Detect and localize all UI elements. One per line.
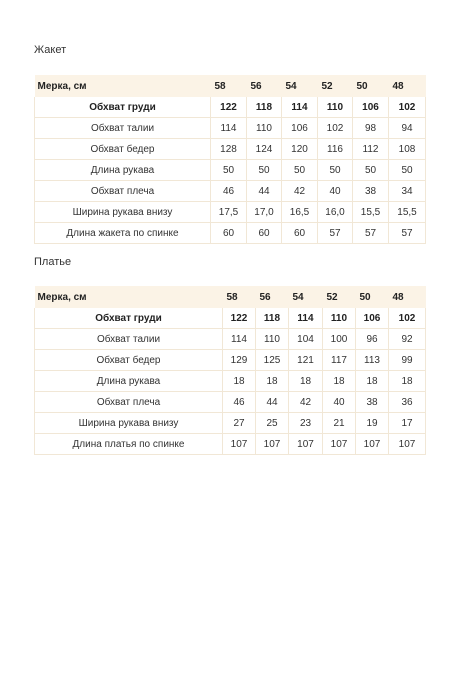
- table-cell: 44: [247, 181, 282, 202]
- table-cell: 50: [282, 160, 318, 181]
- table-cell: 46: [223, 392, 256, 413]
- table-cell: 57: [353, 223, 389, 244]
- table-cell: 19: [356, 413, 389, 434]
- size-header: 54: [282, 75, 318, 97]
- table-cell: 15,5: [389, 202, 426, 223]
- table-row: [35, 160, 426, 181]
- table-cell: 107: [356, 434, 389, 455]
- table-cell: 94: [389, 118, 426, 139]
- table-cell: 102: [318, 118, 353, 139]
- table-cell: 102: [389, 308, 426, 329]
- table-cell: 96: [356, 329, 389, 350]
- table-row: [35, 181, 426, 202]
- table-cell: 116: [318, 139, 353, 160]
- table-cell: 106: [353, 97, 389, 118]
- table-cell: 15,5: [353, 202, 389, 223]
- size-header: 48: [389, 286, 426, 308]
- table-cell: 17,0: [247, 202, 282, 223]
- table-cell: 113: [356, 350, 389, 371]
- table-header-row: [35, 286, 426, 308]
- table-cell: 40: [323, 392, 356, 413]
- measure-label: Длина жакета по спинке: [35, 223, 211, 244]
- table-cell: 114: [223, 329, 256, 350]
- table-row: [35, 329, 426, 350]
- table-row: [35, 202, 426, 223]
- table-cell: 107: [289, 434, 323, 455]
- table-cell: 129: [223, 350, 256, 371]
- table-row: [35, 413, 426, 434]
- table-cell: 110: [323, 308, 356, 329]
- table-cell: 16,5: [282, 202, 318, 223]
- table-cell: 117: [323, 350, 356, 371]
- table-cell: 99: [389, 350, 426, 371]
- size-header: 52: [323, 286, 356, 308]
- size-header: 56: [256, 286, 289, 308]
- table-cell: 114: [211, 118, 247, 139]
- table-cell: 60: [247, 223, 282, 244]
- table-cell: 16,0: [318, 202, 353, 223]
- table-cell: 114: [282, 97, 318, 118]
- measure-label: Ширина рукава внизу: [35, 413, 223, 434]
- measure-label: Длина платья по спинке: [35, 434, 223, 455]
- table-cell: 98: [353, 118, 389, 139]
- table-cell: 50: [389, 160, 426, 181]
- measure-label: Обхват плеча: [35, 392, 223, 413]
- table-cell: 125: [256, 350, 289, 371]
- jacket-size-table: [34, 75, 426, 244]
- table-row: [35, 139, 426, 160]
- table-row: [35, 118, 426, 139]
- measure-label: Длина рукава: [35, 160, 211, 181]
- table-cell: 42: [289, 392, 323, 413]
- table-cell: 38: [356, 392, 389, 413]
- table-cell: 60: [211, 223, 247, 244]
- table-cell: 120: [282, 139, 318, 160]
- measure-label: Обхват бедер: [35, 139, 211, 160]
- table-cell: 36: [389, 392, 426, 413]
- measure-label: Обхват бедер: [35, 350, 223, 371]
- table-cell: 38: [353, 181, 389, 202]
- table-cell: 107: [223, 434, 256, 455]
- table-cell: 92: [389, 329, 426, 350]
- table-cell: 104: [289, 329, 323, 350]
- table-cell: 118: [256, 308, 289, 329]
- table-cell: 27: [223, 413, 256, 434]
- table-row: [35, 350, 426, 371]
- table-cell: 18: [356, 371, 389, 392]
- table-cell: 121: [289, 350, 323, 371]
- size-header: 52: [318, 75, 353, 97]
- table-cell: 34: [389, 181, 426, 202]
- table-cell: 114: [289, 308, 323, 329]
- dress-title: Платье: [34, 256, 72, 268]
- table-cell: 46: [211, 181, 247, 202]
- table-cell: 128: [211, 139, 247, 160]
- table-cell: 107: [323, 434, 356, 455]
- table-cell: 100: [323, 329, 356, 350]
- table-header-row: [35, 75, 426, 97]
- table-cell: 107: [256, 434, 289, 455]
- table-cell: 110: [256, 329, 289, 350]
- table-cell: 17: [389, 413, 426, 434]
- table-cell: 57: [318, 223, 353, 244]
- size-header: 54: [289, 286, 323, 308]
- table-cell: 50: [318, 160, 353, 181]
- table-row: [35, 97, 426, 118]
- table-row: [35, 392, 426, 413]
- table-cell: 44: [256, 392, 289, 413]
- table-cell: 40: [318, 181, 353, 202]
- table-cell: 18: [323, 371, 356, 392]
- table-row: [35, 308, 426, 329]
- table-cell: 107: [389, 434, 426, 455]
- measure-label: Обхват талии: [35, 329, 223, 350]
- table-cell: 17,5: [211, 202, 247, 223]
- header-label: Мерка, см: [35, 286, 223, 308]
- table-cell: 122: [211, 97, 247, 118]
- table-cell: 106: [356, 308, 389, 329]
- table-cell: 18: [256, 371, 289, 392]
- table-cell: 50: [353, 160, 389, 181]
- table-cell: 118: [247, 97, 282, 118]
- table-row: [35, 371, 426, 392]
- table-cell: 23: [289, 413, 323, 434]
- table-cell: 108: [389, 139, 426, 160]
- table-cell: 42: [282, 181, 318, 202]
- table-cell: 112: [353, 139, 389, 160]
- table-cell: 122: [223, 308, 256, 329]
- size-header: 48: [389, 75, 426, 97]
- measure-label: Длина рукава: [35, 371, 223, 392]
- table-cell: 21: [323, 413, 356, 434]
- table-cell: 60: [282, 223, 318, 244]
- table-cell: 57: [389, 223, 426, 244]
- table-cell: 25: [256, 413, 289, 434]
- size-header: 50: [356, 286, 389, 308]
- table-cell: 110: [247, 118, 282, 139]
- table-row: [35, 434, 426, 455]
- size-header: 58: [211, 75, 247, 97]
- size-header: 50: [353, 75, 389, 97]
- table-cell: 50: [211, 160, 247, 181]
- header-label: Мерка, см: [35, 75, 211, 97]
- table-cell: 18: [223, 371, 256, 392]
- measure-label: Обхват груди: [35, 308, 223, 329]
- size-header: 56: [247, 75, 282, 97]
- measure-label: Обхват груди: [35, 97, 211, 118]
- table-cell: 102: [389, 97, 426, 118]
- table-cell: 18: [389, 371, 426, 392]
- measure-label: Обхват талии: [35, 118, 211, 139]
- table-cell: 106: [282, 118, 318, 139]
- measure-label: Ширина рукава внизу: [35, 202, 211, 223]
- jacket-title: Жакет: [34, 44, 67, 56]
- table-cell: 110: [318, 97, 353, 118]
- dress-size-table: [34, 286, 426, 455]
- size-header: 58: [223, 286, 256, 308]
- table-cell: 18: [289, 371, 323, 392]
- table-cell: 50: [247, 160, 282, 181]
- table-cell: 124: [247, 139, 282, 160]
- table-row: [35, 223, 426, 244]
- measure-label: Обхват плеча: [35, 181, 211, 202]
